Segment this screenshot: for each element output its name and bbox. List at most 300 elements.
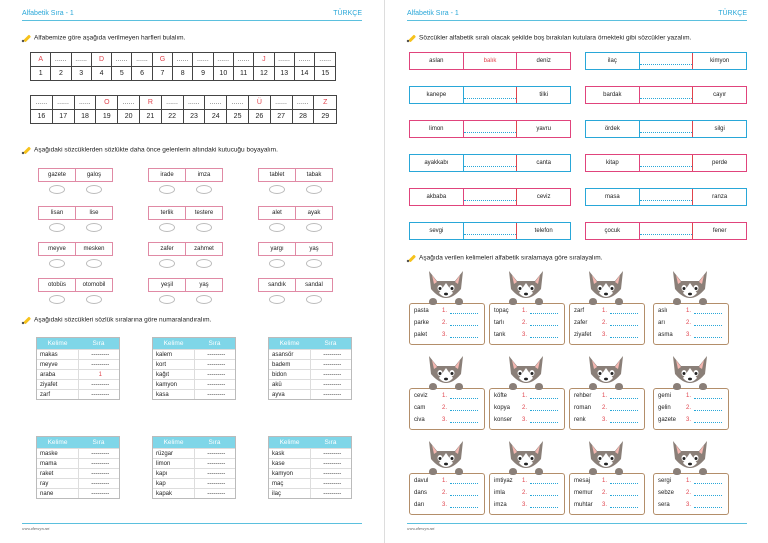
answer-oval[interactable] [196, 295, 212, 304]
word-cell: ayva [272, 391, 285, 398]
answer-oval[interactable] [86, 295, 102, 304]
right-page [384, 0, 768, 543]
board-line [410, 475, 484, 486]
board-line [654, 414, 728, 425]
row-answer[interactable] [640, 121, 694, 137]
table-row [269, 478, 351, 488]
answer-oval[interactable] [196, 185, 212, 194]
answer-line[interactable] [694, 502, 722, 508]
answer-oval[interactable] [196, 259, 212, 268]
pencil-icon [407, 254, 415, 262]
table-row [153, 448, 235, 458]
instruction-text: Aşağıda verilen kelimeleri alfabetik sıralamaya göre sıralayalım. [419, 254, 603, 262]
rank-cell: --------- [194, 380, 236, 389]
word: otomobil [82, 282, 106, 288]
alphabet-cell: A [31, 53, 51, 67]
board-line [570, 402, 644, 413]
rank-cell: --------- [310, 370, 352, 379]
number-cell: 6 [132, 67, 152, 80]
answer-oval[interactable] [269, 185, 285, 194]
table-row [269, 359, 351, 369]
number-cell: 23 [184, 110, 206, 123]
rank-cell: --------- [194, 370, 236, 379]
word-pair [148, 278, 223, 304]
word-cell: ziyafet [40, 381, 58, 388]
row-word: perde [712, 160, 728, 166]
row-answer[interactable] [640, 223, 694, 239]
word-pair-boxes [148, 242, 223, 256]
board-word: topaç [494, 307, 509, 314]
number-cell: 7 [153, 67, 173, 80]
header-word: Kelime [163, 340, 184, 347]
row-answer[interactable] [640, 155, 694, 171]
row-word: telefon [534, 228, 553, 234]
answer-line[interactable] [530, 502, 558, 508]
word-cell: ilaç [272, 490, 282, 497]
number-cell: 1 [31, 67, 51, 80]
word-board [653, 303, 729, 345]
board-number: 3. [602, 331, 608, 338]
alphabet-cell: ...... [193, 53, 213, 67]
answer-line[interactable] [450, 490, 478, 496]
word-cell: kort [156, 361, 167, 368]
answer-ovals [258, 223, 333, 232]
word-pair [148, 168, 223, 194]
header-rank: Sıra [208, 439, 221, 446]
board-word: aslı [658, 307, 668, 314]
board-line [490, 317, 564, 328]
board-number: 2. [442, 489, 448, 496]
word: mesken [83, 246, 105, 252]
board-line [654, 329, 728, 340]
number-cell: 12 [254, 67, 274, 80]
board-line [570, 499, 644, 510]
header-rank: Sıra [208, 340, 221, 347]
word-cell: badem [272, 361, 291, 368]
answer-oval[interactable] [49, 259, 65, 268]
answer-oval[interactable] [269, 259, 285, 268]
board-number: 2. [602, 404, 608, 411]
pencil-icon [22, 146, 30, 154]
word-cell: kalem [156, 351, 173, 358]
answer-oval[interactable] [159, 259, 175, 268]
left-header [22, 10, 362, 21]
word: tablet [259, 169, 296, 181]
answer-line[interactable] [610, 502, 638, 508]
answer-oval[interactable] [86, 259, 102, 268]
row-word: kanepe [410, 87, 464, 103]
board-number: 1. [686, 392, 692, 399]
board-word: kopya [494, 404, 511, 411]
board-number: 3. [602, 501, 608, 508]
header-word: Kelime [47, 340, 68, 347]
answer-oval[interactable] [49, 295, 65, 304]
answer-line[interactable] [694, 332, 722, 338]
answer-line[interactable] [530, 332, 558, 338]
answer-ovals [38, 259, 113, 268]
paw-icon [673, 298, 681, 305]
board-number: 2. [442, 404, 448, 411]
table-row [153, 478, 235, 488]
row-answer[interactable] [640, 87, 694, 103]
board-line [654, 487, 728, 498]
word: yaş [199, 282, 209, 288]
word: sandal [305, 282, 323, 288]
word-cell: kamyon [156, 381, 178, 388]
word-cell: araba [40, 371, 56, 378]
alphabet-cell: ...... [132, 53, 152, 67]
paw-icon [673, 468, 681, 475]
answer-line[interactable] [530, 393, 558, 399]
number-cell: 10 [214, 67, 234, 80]
right-header-subject: TÜRKÇE [718, 10, 747, 17]
alphabet-cell: ...... [205, 96, 227, 110]
wolf-card [569, 267, 645, 347]
table-row [269, 458, 351, 468]
answer-line [464, 160, 517, 167]
word-pair [38, 168, 113, 194]
row-answer[interactable] [464, 189, 518, 205]
answer-line[interactable] [694, 417, 722, 423]
answer-line[interactable] [530, 417, 558, 423]
answer-oval[interactable] [86, 185, 102, 194]
paw-icon [699, 298, 707, 305]
wolf-card [409, 437, 485, 517]
rank-cell: --------- [78, 489, 120, 498]
wolf-card [569, 437, 645, 517]
board-number: 1. [686, 477, 692, 484]
board-word: gemi [658, 392, 672, 399]
footer-text: www.ebeveyn.net [407, 526, 435, 531]
answer-oval[interactable] [306, 185, 322, 194]
alphabet-cell: Z [314, 96, 336, 110]
row-word: çocuk [586, 223, 640, 239]
table-header [153, 437, 235, 448]
answer-line[interactable] [450, 405, 478, 411]
board-line [490, 414, 564, 425]
board-line [490, 329, 564, 340]
answer-ovals [38, 223, 113, 232]
rank-cell: 1 [78, 370, 120, 379]
board-word: imtiyaz [494, 477, 513, 484]
row-word: tilki [539, 92, 549, 98]
board-word: pasta [414, 307, 429, 314]
board-line [654, 499, 728, 510]
word-row [409, 154, 571, 172]
row-answer[interactable] [640, 53, 694, 69]
wolf-card [489, 352, 565, 432]
answer-ovals [38, 185, 113, 194]
answer-line[interactable] [610, 320, 638, 326]
answer-ovals [148, 259, 223, 268]
table-row [269, 488, 351, 498]
table-row [153, 369, 235, 379]
answer-oval[interactable] [159, 185, 175, 194]
wolf-card [489, 267, 565, 347]
alphabet-cell: ...... [162, 96, 184, 110]
board-word: palet [414, 331, 428, 338]
answer-oval[interactable] [196, 223, 212, 232]
answer-line[interactable] [450, 320, 478, 326]
board-word: rehber [574, 392, 592, 399]
answer-oval[interactable] [49, 185, 65, 194]
word-row [585, 222, 747, 240]
rank-cell: --------- [78, 350, 120, 359]
answer-line[interactable] [610, 393, 638, 399]
word: lisan [39, 207, 76, 219]
word-cell: kağıt [156, 371, 170, 378]
row-answer[interactable] [464, 87, 518, 103]
rank-cell: --------- [194, 489, 236, 498]
answer-oval[interactable] [269, 223, 285, 232]
answer-line [640, 160, 693, 167]
number-cell: 22 [162, 110, 184, 123]
header-word: Kelime [47, 439, 68, 446]
word-pair-boxes [258, 242, 333, 256]
word-pair [258, 278, 333, 304]
paw-icon [589, 298, 597, 305]
word-pair-boxes [38, 278, 113, 292]
header-rank: Sıra [92, 340, 105, 347]
answer-line[interactable] [610, 332, 638, 338]
header-rank: Sıra [324, 439, 337, 446]
answer-oval[interactable] [306, 259, 322, 268]
board-number: 2. [602, 319, 608, 326]
board-line [570, 487, 644, 498]
answer-oval[interactable] [306, 223, 322, 232]
paw-icon [455, 298, 463, 305]
board-line [570, 305, 644, 316]
instruction-text: Alfabemize göre aşağıda verilmeyen harfleri bulalım. [34, 34, 186, 42]
answer-oval[interactable] [306, 295, 322, 304]
board-line [654, 402, 728, 413]
answer-line[interactable] [610, 478, 638, 484]
alphabet-cell: ...... [271, 96, 293, 110]
answer-line[interactable] [694, 308, 722, 314]
word-pair [258, 168, 333, 194]
word-cell: meyve [40, 361, 58, 368]
board-line [570, 317, 644, 328]
word-pair-boxes [148, 278, 223, 292]
pencil-icon [407, 34, 415, 42]
board-number: 3. [522, 416, 528, 423]
word: yargı [259, 243, 296, 255]
board-number: 3. [522, 501, 528, 508]
word-cell: kapak [156, 490, 173, 497]
rank-cell: --------- [194, 360, 236, 369]
row-word: akbaba [410, 189, 464, 205]
table-row [269, 379, 351, 389]
board-number: 3. [686, 416, 692, 423]
rank-cell: --------- [310, 479, 352, 488]
board-line [654, 475, 728, 486]
header-rank: Sıra [92, 439, 105, 446]
left-header-subject: TÜRKÇE [333, 10, 362, 17]
answer-line[interactable] [610, 405, 638, 411]
table-header [269, 338, 351, 349]
answer-line[interactable] [450, 478, 478, 484]
word-board [489, 473, 565, 515]
rank-table [152, 337, 236, 400]
row-word: aslan [410, 53, 464, 69]
board-line [410, 499, 484, 510]
answer-line[interactable] [694, 320, 722, 326]
word-cell: kasa [156, 391, 169, 398]
board-word: zafer [574, 319, 588, 326]
table-row [37, 389, 119, 399]
alphabet-cell: ...... [315, 53, 335, 67]
board-word: memur [574, 489, 593, 496]
footer-text: www.ebeveyn.net [22, 526, 50, 531]
left-instruction-2 [22, 146, 278, 154]
board-number: 3. [602, 416, 608, 423]
board-number: 1. [686, 307, 692, 314]
right-instruction-2 [407, 254, 603, 262]
board-word: ceviz [414, 392, 428, 399]
alphabet-grid-2 [30, 95, 337, 124]
word-cell: maç [272, 480, 284, 487]
board-line [410, 390, 484, 401]
answer-oval[interactable] [159, 223, 175, 232]
word: meyve [39, 243, 76, 255]
rank-cell: --------- [310, 380, 352, 389]
number-cell: 15 [321, 70, 330, 77]
rank-cell: --------- [310, 489, 352, 498]
number-cell: 2 [51, 67, 71, 80]
alphabet-cell: ...... [275, 53, 295, 67]
answer-oval[interactable] [86, 223, 102, 232]
answer-line[interactable] [450, 502, 478, 508]
answer-line[interactable] [530, 308, 558, 314]
answer-line[interactable] [530, 490, 558, 496]
board-line [410, 329, 484, 340]
board-number: 2. [522, 319, 528, 326]
table-row [37, 359, 119, 369]
answer-line[interactable] [530, 478, 558, 484]
board-line [570, 475, 644, 486]
word-board [409, 303, 485, 345]
board-number: 1. [602, 477, 608, 484]
word-cell: kapı [156, 470, 168, 477]
rank-cell: --------- [194, 459, 236, 468]
alphabet-cell: ...... [72, 53, 92, 67]
number-cell: 25 [227, 110, 249, 123]
answer-line[interactable] [530, 320, 558, 326]
row-word: ayakkabı [410, 155, 464, 171]
word-row [409, 52, 571, 70]
answer-oval[interactable] [159, 295, 175, 304]
row-answer[interactable] [464, 223, 518, 239]
answer-line[interactable] [610, 490, 638, 496]
word: otobüs [39, 279, 76, 291]
answer-line[interactable] [450, 417, 478, 423]
word-cell: kask [272, 450, 285, 457]
board-number: 2. [686, 489, 692, 496]
alphabet-cell: R [140, 96, 162, 110]
board-line [490, 475, 564, 486]
answer-line[interactable] [610, 417, 638, 423]
paw-icon [535, 298, 543, 305]
answer-oval[interactable] [49, 223, 65, 232]
board-line [570, 329, 644, 340]
word: lise [89, 210, 99, 216]
answer-line[interactable] [694, 478, 722, 484]
answer-line[interactable] [694, 393, 722, 399]
board-word: gazete [658, 416, 677, 423]
answer-line[interactable] [530, 405, 558, 411]
paw-icon [429, 383, 437, 390]
board-word: dans [414, 489, 428, 496]
word-board [569, 303, 645, 345]
paw-icon [673, 383, 681, 390]
word-row [409, 222, 571, 240]
word: terlik [149, 207, 186, 219]
number-cell: 4 [92, 67, 112, 80]
table-row [269, 468, 351, 478]
header-word: Kelime [279, 439, 300, 446]
answer-oval[interactable] [269, 295, 285, 304]
row-word: ceviz [536, 194, 551, 200]
word: yaş [309, 246, 319, 252]
alphabet-cell: O [96, 96, 118, 110]
board-line [410, 487, 484, 498]
word-pair-boxes [38, 168, 113, 182]
answer-line[interactable] [450, 393, 478, 399]
table-row [153, 349, 235, 359]
table-row [37, 379, 119, 389]
table-header [37, 338, 119, 349]
word: testere [194, 210, 214, 216]
word-pair-boxes [258, 206, 333, 220]
answer-line[interactable] [694, 405, 722, 411]
number-cell: 14 [295, 67, 315, 80]
number-cell: 16 [31, 110, 53, 123]
answer-line[interactable] [450, 308, 478, 314]
row-word: masa [586, 189, 640, 205]
board-line [654, 305, 728, 316]
word-pair-boxes [38, 206, 113, 220]
board-number: 1. [522, 392, 528, 399]
answer-line[interactable] [610, 308, 638, 314]
answer-ovals [258, 295, 333, 304]
row-answer[interactable] [464, 155, 518, 171]
pencil-icon [22, 34, 30, 42]
table-header [153, 338, 235, 349]
table-row [37, 369, 119, 379]
word-row [585, 52, 747, 70]
alphabet-grid-1 [30, 52, 336, 81]
alphabet-cell: ...... [51, 53, 71, 67]
answer-line[interactable] [694, 490, 722, 496]
board-word: cam [414, 404, 426, 411]
table-row [37, 458, 119, 468]
row-answer[interactable] [464, 121, 518, 137]
alphabet-cell: ...... [118, 96, 140, 110]
board-line [490, 487, 564, 498]
rank-cell: --------- [78, 459, 120, 468]
row-answer[interactable] [640, 189, 694, 205]
answer-line[interactable] [450, 332, 478, 338]
row-word: ördek [586, 121, 640, 137]
alphabet-cell: G [153, 53, 173, 67]
board-number: 3. [686, 331, 692, 338]
word-pair-boxes [148, 168, 223, 182]
wolf-card [569, 352, 645, 432]
answer-ovals [258, 185, 333, 194]
rank-cell: --------- [78, 469, 120, 478]
alphabet-cell: Ü [249, 96, 271, 110]
word: zafer [149, 243, 186, 255]
